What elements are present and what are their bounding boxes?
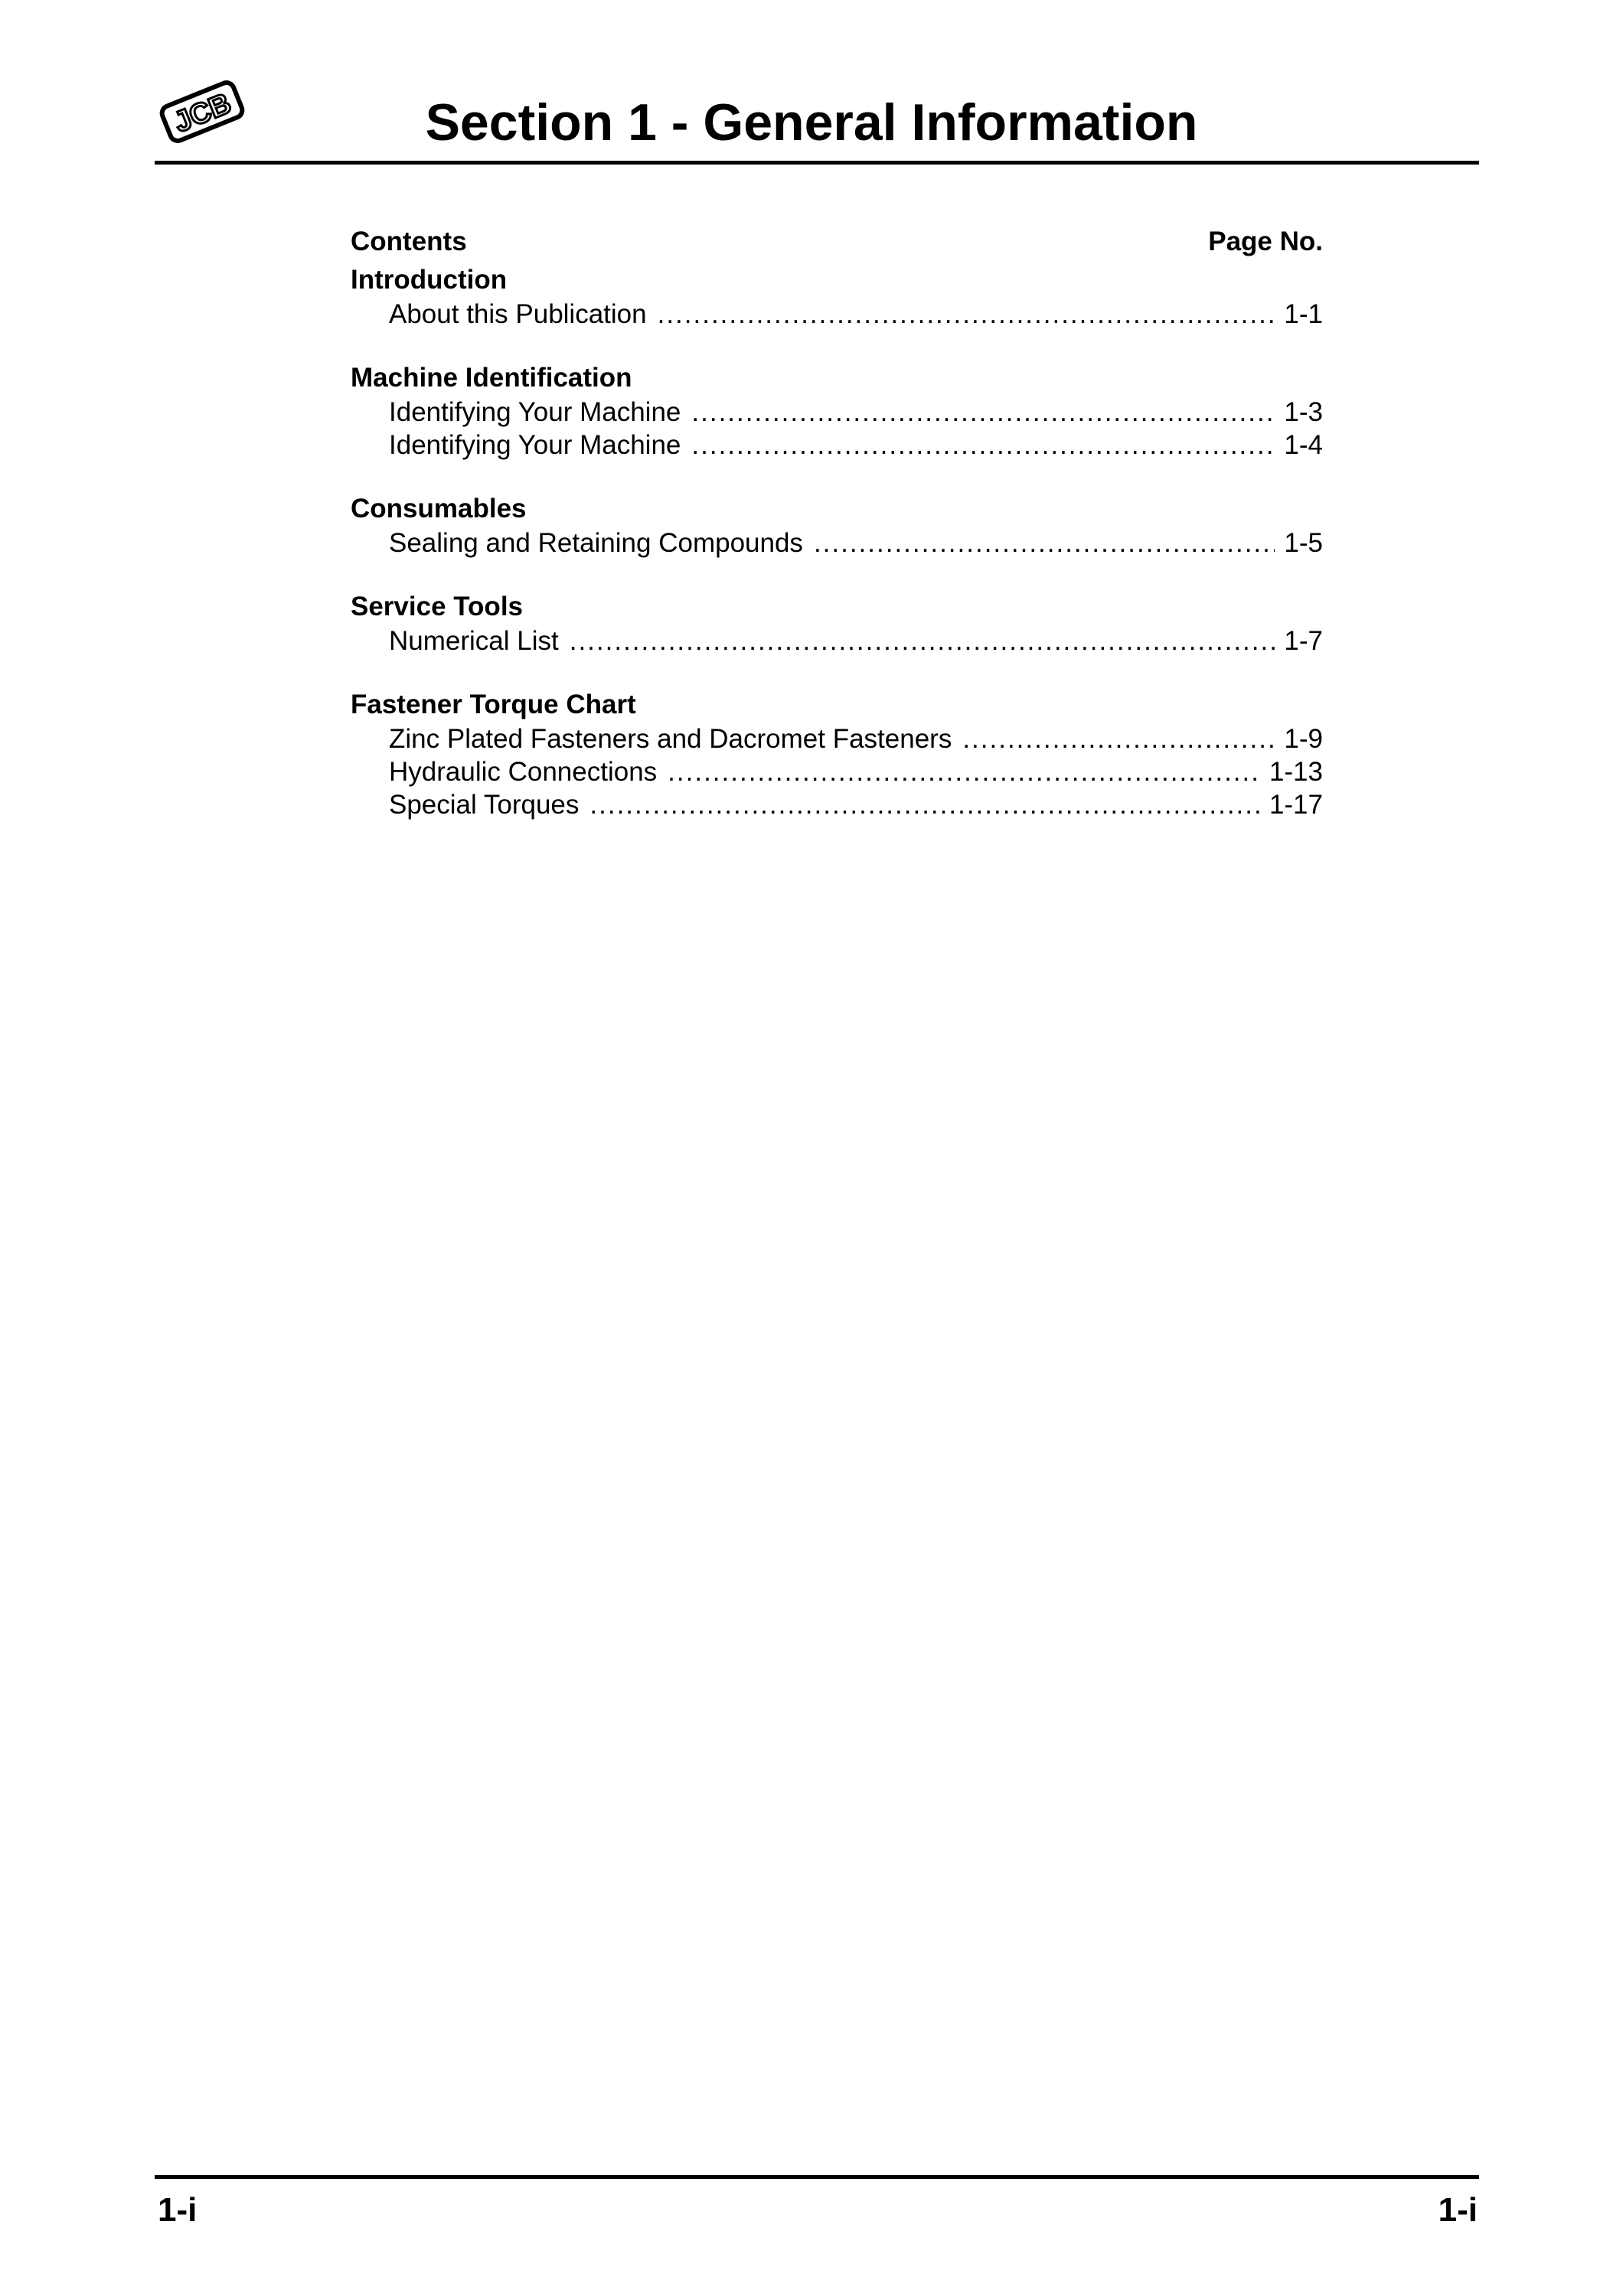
header-divider: [155, 161, 1479, 165]
toc-section: [351, 592, 1323, 657]
table-of-contents: [351, 227, 1323, 853]
toc-section: [351, 690, 1323, 821]
toc-section: [351, 363, 1323, 461]
footer-page-number-left: 1-i: [158, 2191, 198, 2229]
footer-page-number-right: 1-i: [1438, 2191, 1478, 2229]
toc-entry-page: 1-7: [1284, 626, 1323, 656]
toc-entry-label: Sealing and Retaining Compounds: [389, 528, 803, 558]
dot-leader: [658, 298, 1275, 331]
footer-divider: [155, 2175, 1479, 2179]
dot-leader: [668, 755, 1260, 788]
toc-entry-label: Identifying Your Machine: [389, 430, 681, 460]
toc-entry[interactable]: [351, 722, 1323, 755]
toc-section-title: Consumables: [351, 494, 527, 523]
page-title: Section 1 - General Information: [425, 93, 1198, 152]
toc-entry-page: 1-17: [1269, 790, 1323, 820]
toc-entry-page: 1-3: [1284, 397, 1323, 427]
toc-entry-label: About this Publication: [389, 299, 647, 329]
toc-entry-label: Numerical List: [389, 626, 559, 656]
dot-leader: [691, 396, 1275, 429]
dot-leader: [570, 625, 1275, 657]
toc-entry-label: Special Torques: [389, 790, 580, 820]
toc-entry-label: Identifying Your Machine: [389, 397, 681, 427]
toc-header: [351, 227, 1323, 257]
toc-section-title: Fastener Torque Chart: [351, 690, 636, 719]
toc-section-title: Introduction: [351, 265, 508, 295]
toc-entry-page: 1-13: [1269, 757, 1323, 787]
dot-leader: [962, 722, 1275, 755]
dot-leader: [814, 527, 1275, 559]
toc-entry[interactable]: [351, 298, 1323, 331]
toc-entry-page: 1-5: [1284, 528, 1323, 558]
toc-entry-page: 1-9: [1284, 724, 1323, 754]
toc-entry-page: 1-1: [1284, 299, 1323, 329]
toc-entry[interactable]: [351, 755, 1323, 788]
contents-label: Contents: [351, 227, 467, 256]
page-no-label: Page No.: [1208, 227, 1323, 256]
toc-sections: [351, 265, 1323, 821]
toc-entry-page: 1-4: [1284, 430, 1323, 460]
toc-entry[interactable]: [351, 625, 1323, 657]
toc-entry[interactable]: [351, 429, 1323, 461]
toc-section: [351, 265, 1323, 331]
toc-entry-label: Zinc Plated Fasteners and Dacromet Fasteners: [389, 724, 952, 754]
dot-leader: [691, 429, 1275, 461]
toc-section: [351, 494, 1323, 559]
toc-section-title: Machine Identification: [351, 363, 632, 393]
dot-leader: [589, 788, 1260, 821]
jcb-logo: [156, 73, 248, 150]
toc-entry[interactable]: [351, 396, 1323, 429]
toc-section-title: Service Tools: [351, 592, 524, 621]
toc-entry-label: Hydraulic Connections: [389, 757, 658, 787]
toc-entry[interactable]: [351, 527, 1323, 559]
toc-entry[interactable]: [351, 788, 1323, 821]
svg-text:JCB: JCB: [169, 87, 236, 139]
